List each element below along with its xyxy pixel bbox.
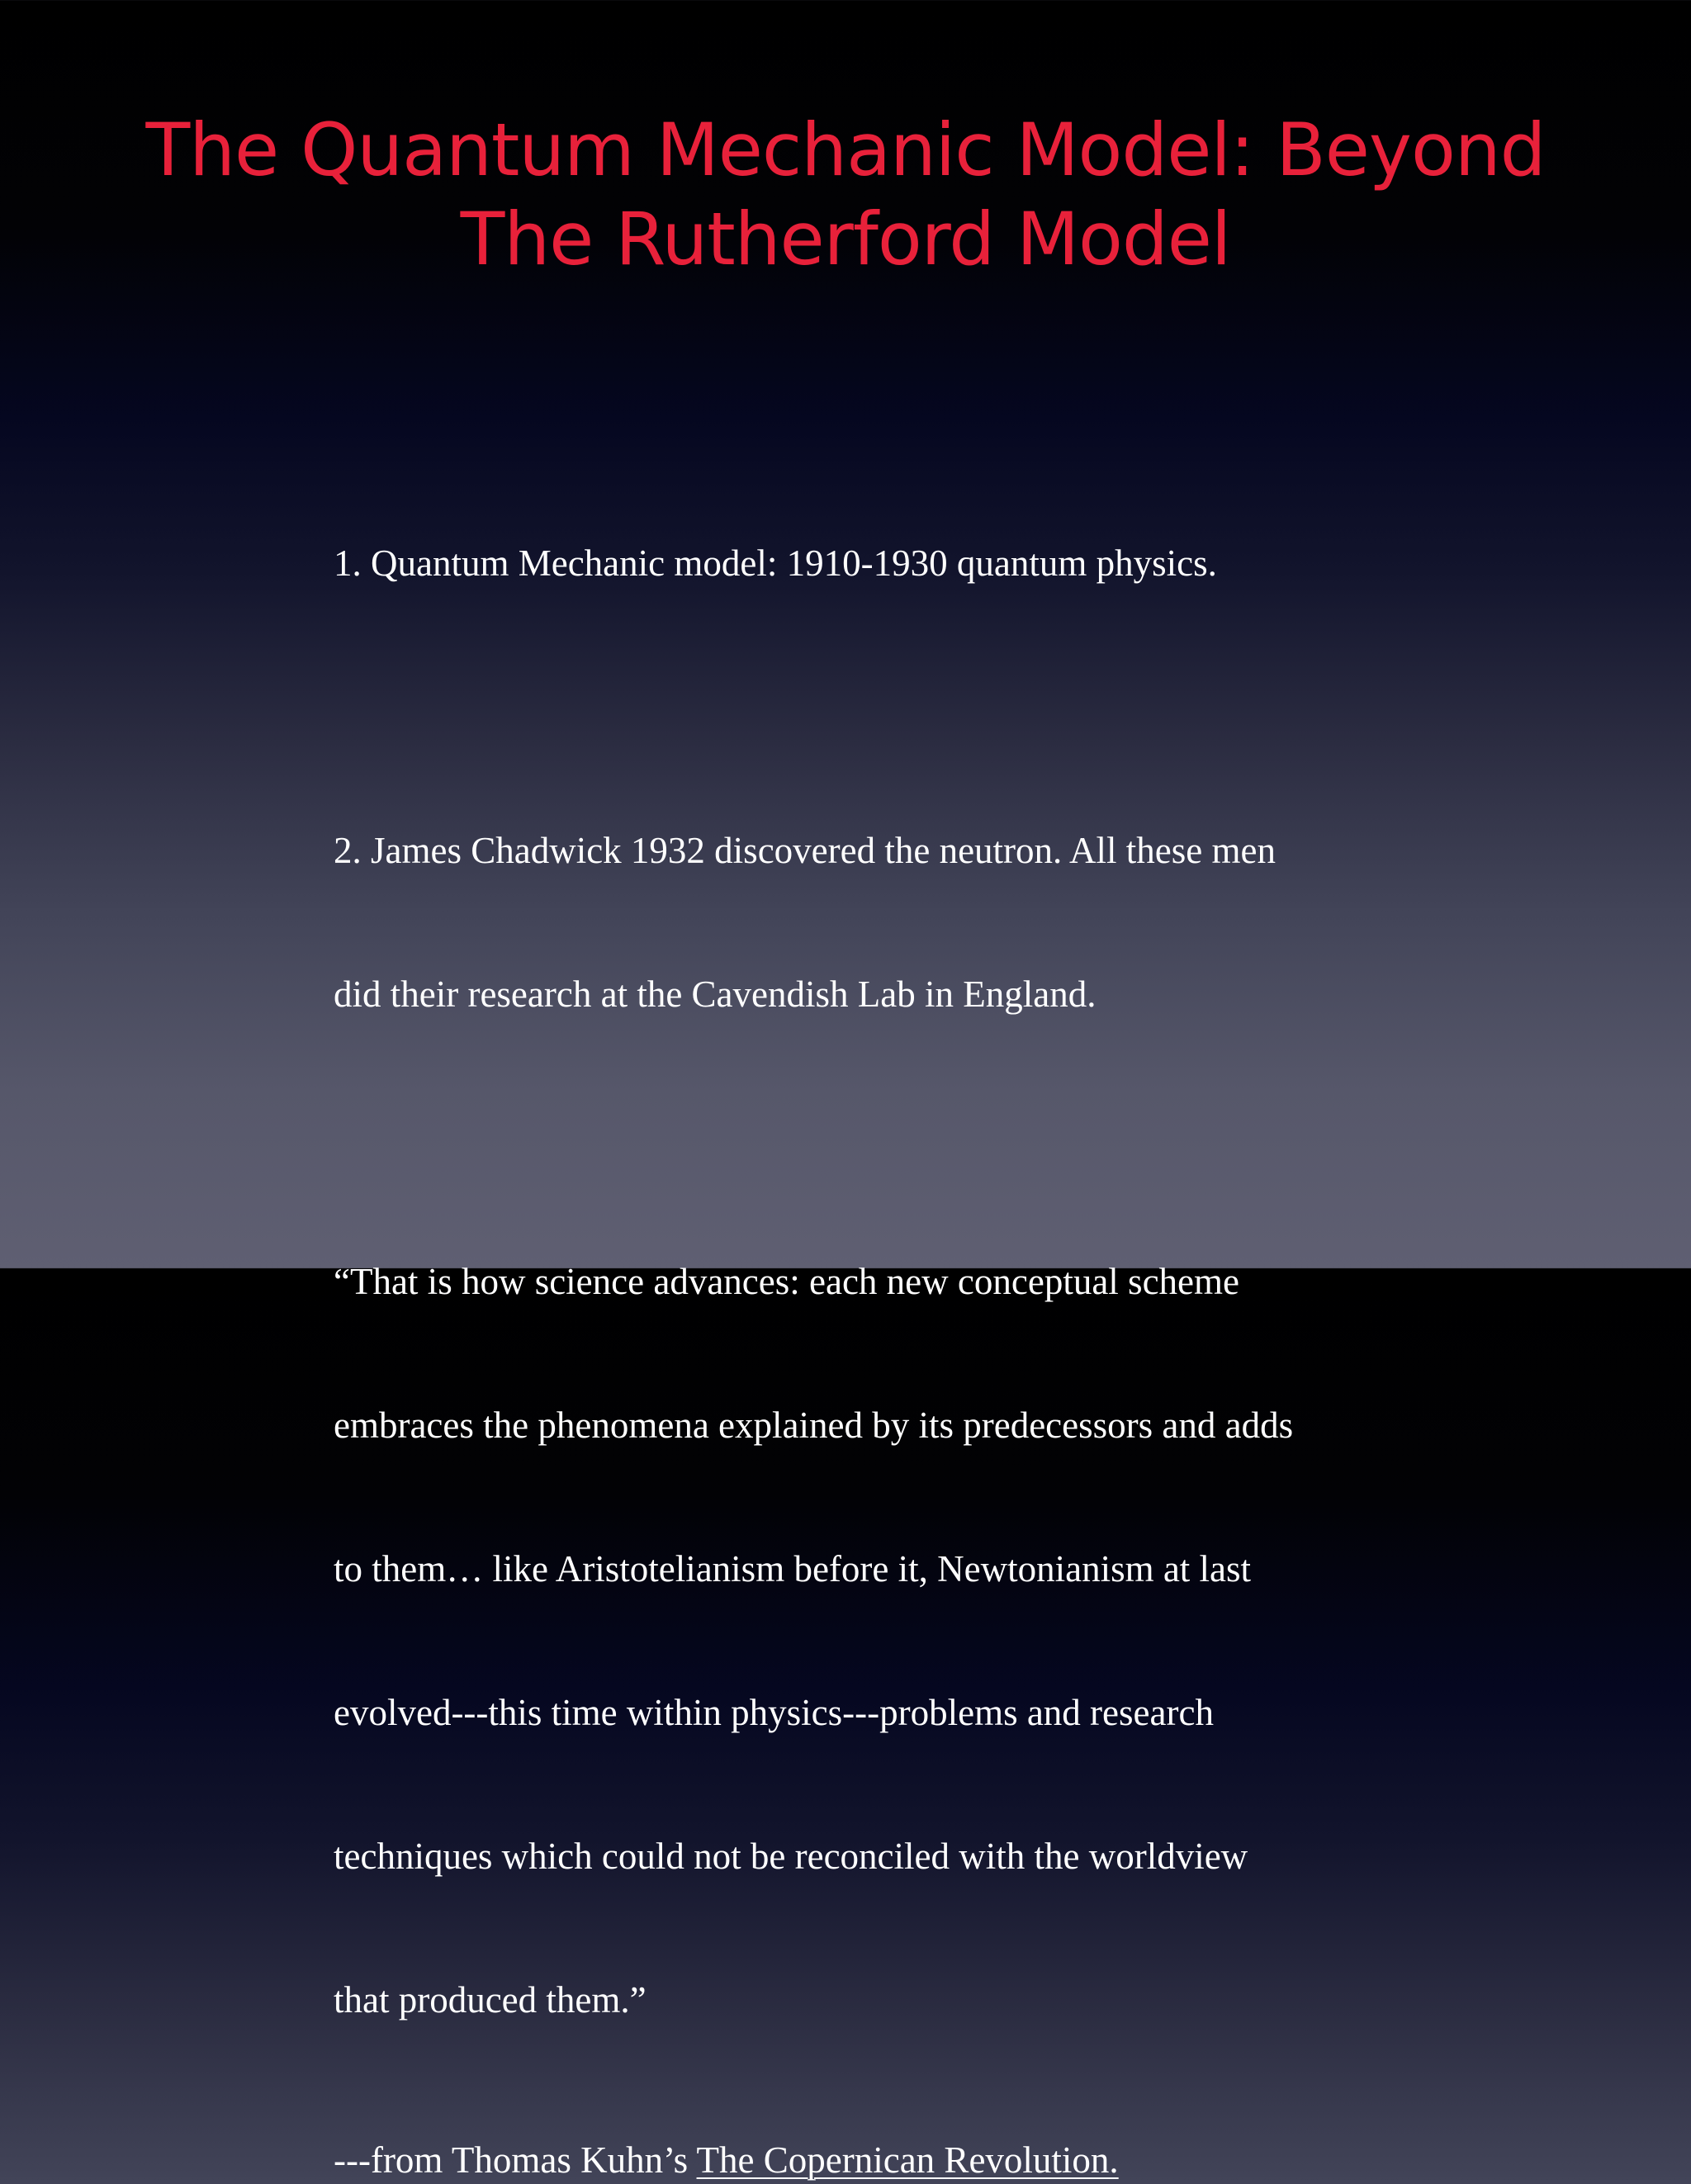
point-2 [334,731,1407,1114]
slide-title-line-2: The Rutherford Model [460,197,1231,282]
quote-attribution [334,2136,1407,2184]
book-title: The Copernican Revolution. [696,2139,1119,2181]
point-1-line-1: 1. Quantum Mechanic model: 1910-1930 quantum physics. [334,542,1217,584]
quote-line-4: evolved---this time within physics---problems and research [334,1692,1214,1733]
quote-line-6: that produced them.” [334,1979,647,2021]
point-2-line-2: did their research at the Cavendish Lab in England. [334,974,1097,1015]
slide-title-line-1: The Quantum Mechanic Model: Beyond [145,107,1546,192]
point-1 [334,443,1407,683]
quote-line-1: “That is how science advances: each new conceptual scheme [334,1261,1239,1302]
quote-line-3: to them… like Aristotelianism before it, Newtonianism at last [334,1548,1252,1589]
quote-line-2: embraces the phenomena explained by its predecessors and adds [334,1405,1294,1446]
slide-title [102,106,1589,284]
quote-line-5: techniques which could not be reconciled with the worldview [334,1836,1248,1877]
attribution-prefix: ---from Thomas Kuhn’s [334,2139,697,2181]
slide-body [334,443,1407,2184]
point-2-line-1: 2. James Chadwick 1932 discovered the neutron. All these men [334,830,1276,871]
kuhn-quote [334,1162,1407,2120]
